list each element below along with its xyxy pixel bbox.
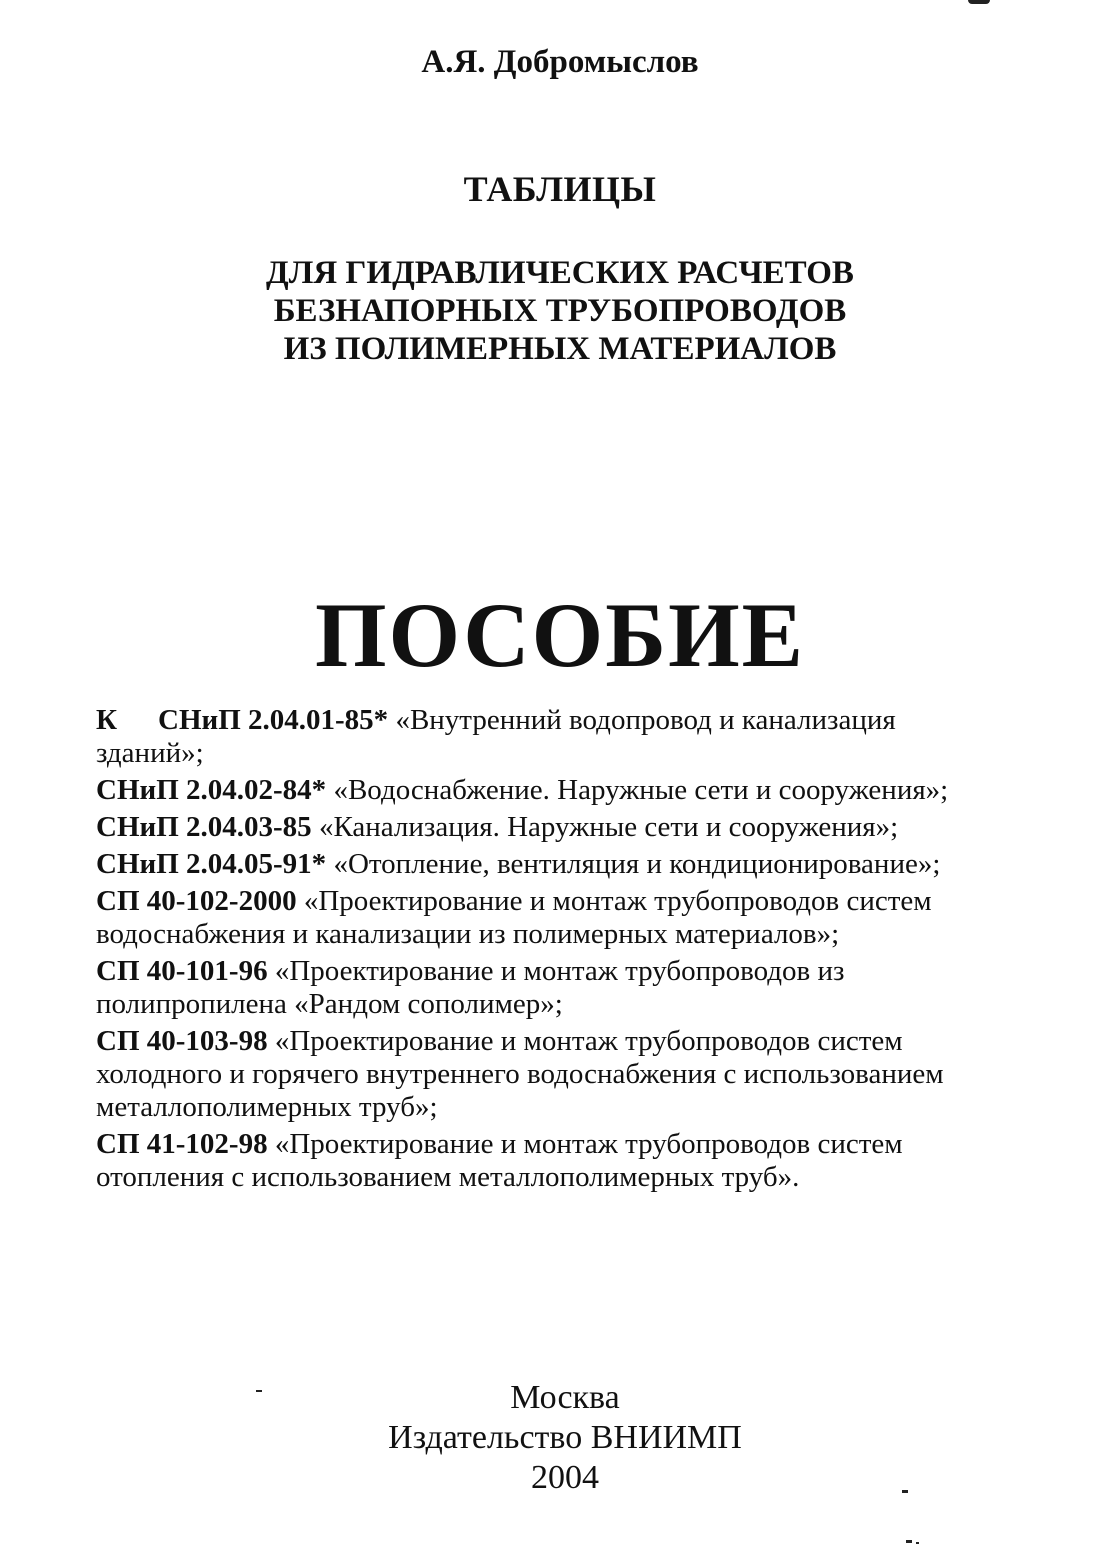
standard-item-1 bbox=[96, 704, 1056, 770]
standard-item-5 bbox=[96, 885, 1056, 951]
standard-title: «Проектирование и монтаж трубопроводов из bbox=[267, 955, 845, 987]
subtitle bbox=[0, 254, 1099, 368]
standard-title: «Водоснабжение. Наружные сети и сооружения»; bbox=[326, 774, 949, 806]
standard-code: СНиП 2.04.01-85* bbox=[158, 704, 389, 736]
standard-title-cont: отопления с использованием металлополимерных труб». bbox=[96, 1161, 800, 1193]
standard-title: «Проектирование и монтаж трубопроводов систем bbox=[267, 1128, 903, 1160]
author-name: А.Я. Добромыслов bbox=[421, 44, 699, 80]
publisher-block bbox=[0, 1378, 1099, 1498]
title-tables: ТАБЛИЦЫ bbox=[463, 169, 657, 209]
standard-code: СП 40-101-96 bbox=[96, 955, 268, 987]
standard-item-8 bbox=[96, 1128, 1056, 1194]
standard-code: СП 41-102-98 bbox=[96, 1128, 268, 1160]
standard-code: СНиП 2.04.03-85 bbox=[96, 811, 312, 843]
standard-item-6 bbox=[96, 955, 1056, 1021]
standard-item-4 bbox=[96, 848, 1056, 881]
main-title-posobie: ПОСОБИЕ bbox=[315, 584, 805, 686]
standard-item-2 bbox=[96, 774, 1056, 807]
standard-item-7 bbox=[96, 1025, 1056, 1124]
standard-title-cont: зданий»; bbox=[96, 737, 204, 769]
standard-title: «Внутренний водопровод и канализация bbox=[388, 704, 896, 736]
standard-title: «Канализация. Наружные сети и сооружения»; bbox=[311, 811, 899, 843]
scan-speck bbox=[916, 1542, 919, 1544]
publisher-city: Москва bbox=[510, 1379, 620, 1416]
standard-title-cont: полипропилена «Рандом сополимер»; bbox=[96, 988, 563, 1020]
standard-title-cont: водоснабжения и канализации из полимерных материалов»; bbox=[96, 918, 840, 950]
standard-code: СП 40-102-2000 bbox=[96, 885, 297, 917]
standard-code: СНиП 2.04.05-91* bbox=[96, 848, 327, 880]
scan-speck bbox=[902, 1490, 908, 1493]
publisher-name: Издательство ВНИИМП bbox=[388, 1419, 742, 1456]
standard-title-cont: холодного и горячего внутреннего водоснабжения с использованием bbox=[96, 1058, 944, 1090]
standard-title: «Проектирование и монтаж трубопроводов систем bbox=[267, 1025, 903, 1057]
standard-title-cont: металлополимерных труб»; bbox=[96, 1091, 438, 1123]
scan-speck bbox=[256, 1390, 262, 1392]
subtitle-line-3: ИЗ ПОЛИМЕРНЫХ МАТЕРИАЛОВ bbox=[283, 331, 837, 367]
prefix-k: К bbox=[96, 704, 118, 736]
standard-code: СНиП 2.04.02-84* bbox=[96, 774, 327, 806]
standards-list bbox=[96, 704, 1056, 1198]
publication-year: 2004 bbox=[531, 1459, 599, 1496]
subtitle-line-2: БЕЗНАПОРНЫХ ТРУБОПРОВОДОВ bbox=[273, 293, 847, 329]
scan-speck bbox=[968, 0, 990, 4]
standard-title: «Отопление, вентиляция и кондиционирование»; bbox=[326, 848, 941, 880]
scan-speck bbox=[906, 1540, 912, 1543]
standard-code: СП 40-103-98 bbox=[96, 1025, 268, 1057]
standard-title: «Проектирование и монтаж трубопроводов систем bbox=[296, 885, 932, 917]
standard-item-3 bbox=[96, 811, 1056, 844]
subtitle-line-1: ДЛЯ ГИДРАВЛИЧЕСКИХ РАСЧЕТОВ bbox=[266, 255, 854, 291]
